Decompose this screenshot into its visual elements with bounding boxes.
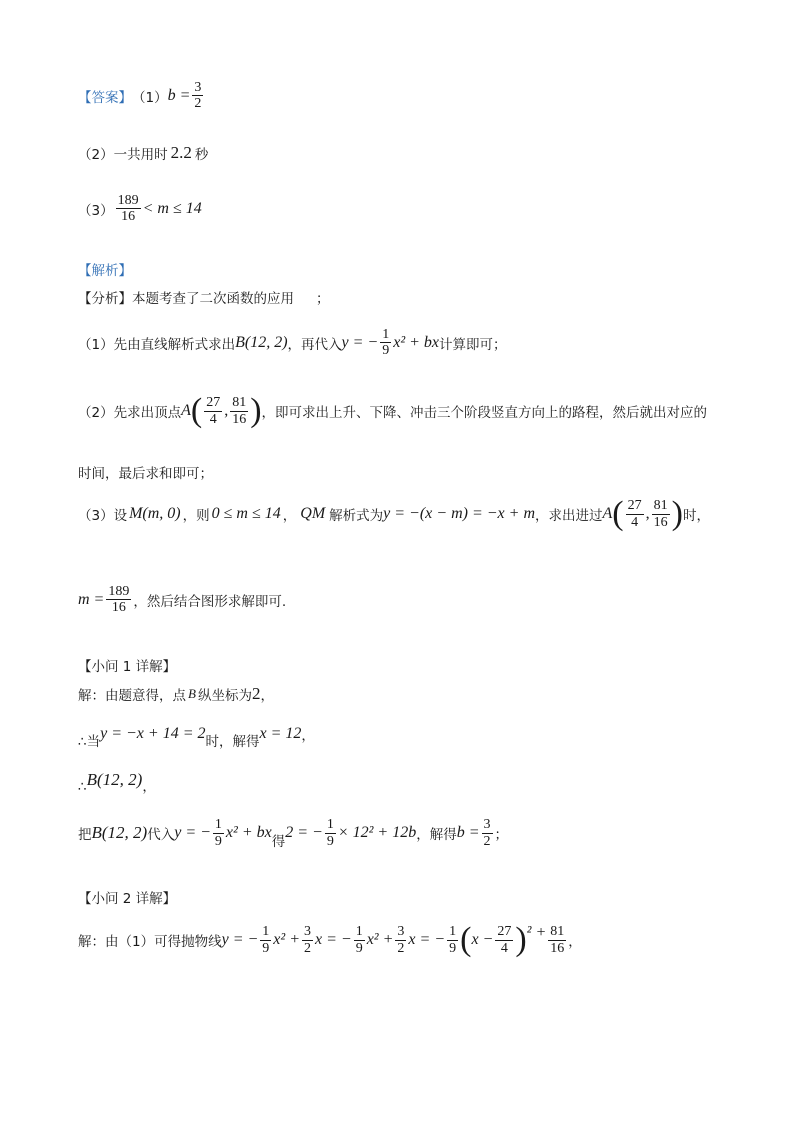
text: ，再代入 <box>287 336 342 353</box>
text: ∴ <box>78 779 87 795</box>
paren-left: ( <box>612 495 624 532</box>
comma: , <box>645 505 650 522</box>
formula: A <box>602 505 613 522</box>
text: （1）先由直线解析式求出 <box>78 336 236 353</box>
text: 时，解得 <box>205 734 260 750</box>
analysis-step1 <box>78 327 507 359</box>
formula: m = <box>78 590 105 608</box>
text: ， <box>282 508 297 524</box>
formula: ² + <box>526 924 547 941</box>
text: 时， <box>682 508 710 524</box>
text: 时间，最后求和即可； <box>78 466 213 482</box>
formula: y = −(x − m) = −x + m <box>383 505 536 522</box>
formula: y = − <box>341 333 379 351</box>
q1-heading <box>78 655 176 675</box>
answer-part1 <box>78 80 205 112</box>
analysis-summary <box>78 287 330 307</box>
part-label: （1） <box>132 89 168 106</box>
analysis-step3-cont <box>78 584 286 616</box>
q1-line2 <box>78 718 315 750</box>
fraction: $\frac{3}{2}$ <box>194 80 202 112</box>
text: ， <box>260 688 274 704</box>
fraction: $\frac{1}{9}$ <box>382 327 390 359</box>
text: （2）先求出顶点 <box>78 405 182 421</box>
fraction: $\frac{1}{9}$ <box>449 924 457 956</box>
formula: x² + <box>366 931 394 948</box>
text: ，则 <box>182 508 210 524</box>
text: ，然后结合图形求解即可. <box>133 593 287 610</box>
text: ， <box>301 728 315 744</box>
formula: A <box>181 402 191 419</box>
formula: x = − <box>315 931 352 948</box>
text: 把 <box>78 827 92 843</box>
comma: , <box>224 402 229 419</box>
paren-left: ( <box>460 921 472 958</box>
paren-left: ( <box>190 392 203 429</box>
summary-text: 【分析】本题考查了二次函数的应用 <box>78 291 294 307</box>
formula: x² + bx <box>393 333 440 351</box>
formula: M(m, 0) <box>129 505 181 522</box>
text: （3）设 <box>78 508 128 524</box>
fraction: $\frac{81}{16}$ <box>550 924 565 956</box>
part-label: （2）一共用时 <box>78 147 168 163</box>
paren-right: ) <box>515 921 527 958</box>
analysis-step2-cont <box>78 462 213 482</box>
fraction: $\frac{1}{9}$ <box>355 924 363 956</box>
analysis-step3 <box>78 497 710 531</box>
formula: B(12, 2) <box>86 770 143 789</box>
fraction: $\frac{189}{16}$ <box>108 584 130 616</box>
section-tag: 【小问 2 详解】 <box>78 891 177 907</box>
fraction: $\frac{3}{2}$ <box>397 924 405 956</box>
fraction: $\frac{27}{4}$ <box>206 395 221 427</box>
fraction: $\frac{1}{9}$ <box>214 817 222 849</box>
text: 纵坐标为 <box>197 688 252 704</box>
text: 解析式为 <box>329 508 384 524</box>
formula: y = − <box>174 824 211 841</box>
text: ，即可求出上升、下降、冲击三个阶段竖直方向上的路程，然后就出对应的 <box>261 405 708 421</box>
analysis-step2 <box>78 394 707 428</box>
text: ； <box>494 827 508 843</box>
formula: 2 = − <box>285 824 323 841</box>
section-tag: 【小问 1 详解】 <box>78 659 177 675</box>
formula: x² + <box>273 931 300 948</box>
formula: x − <box>471 931 494 948</box>
fraction: $\frac{27}{4}$ <box>627 498 642 530</box>
paren-right: ) <box>250 392 262 429</box>
formula: B <box>188 686 196 701</box>
fraction: $\frac{189}{16}$ <box>117 193 139 225</box>
fraction: $\frac{3}{2}$ <box>304 924 311 956</box>
value: 2.2 <box>170 143 192 162</box>
analysis-tag: 【解析】 <box>78 263 132 279</box>
text: ，解得 <box>416 827 457 843</box>
text: 得 <box>271 834 286 850</box>
text: ， <box>568 934 582 950</box>
fraction: $\frac{1}{9}$ <box>262 924 270 956</box>
formula: 0 ≤ m ≤ 14 <box>211 505 281 522</box>
formula: B(12, 2) <box>91 823 148 842</box>
fraction: $\frac{81}{16}$ <box>653 498 668 530</box>
q2-heading <box>78 887 176 907</box>
fraction: $\frac{81}{16}$ <box>232 395 247 427</box>
answer-tag: 【答案】 <box>78 89 132 106</box>
text: ，求出进过 <box>535 508 603 524</box>
fraction: $\frac{1}{9}$ <box>326 817 334 849</box>
analysis-tag-line <box>78 259 132 279</box>
formula: < m ≤ 14 <box>142 199 202 217</box>
formula: QM <box>300 505 326 522</box>
value: 2 <box>251 684 261 703</box>
summary-tail: ； <box>316 291 330 307</box>
answer-part2 <box>78 143 208 163</box>
paren-right: ) <box>671 495 683 532</box>
answer-part3 <box>78 193 202 225</box>
formula: x = 12 <box>259 725 302 742</box>
q2-line1 <box>78 923 582 957</box>
formula: b = <box>167 86 191 104</box>
part-label: （3） <box>78 202 114 219</box>
fraction: $\frac{3}{2}$ <box>483 817 491 849</box>
q1-line1 <box>78 684 274 704</box>
text: 代入 <box>147 827 175 843</box>
formula: B(12, 2) <box>235 333 288 351</box>
q1-line3 <box>78 765 156 795</box>
unit: 秒 <box>194 147 209 163</box>
text: 解：由（1）可得抛物线 <box>78 934 222 950</box>
formula: y = −x + 14 = 2 <box>100 725 206 742</box>
text: 解：由题意得，点 <box>78 688 186 704</box>
formula: y = − <box>221 931 259 948</box>
formula: b = <box>456 824 480 841</box>
formula: × 12² + 12b <box>337 824 417 841</box>
fraction: $\frac{27}{4}$ <box>497 924 512 956</box>
text: ， <box>142 779 156 795</box>
q1-line4 <box>78 816 508 850</box>
formula: x² + bx <box>225 824 272 841</box>
text: 计算即可； <box>439 336 507 353</box>
text: ∴当 <box>78 734 101 750</box>
formula: x = − <box>408 931 446 948</box>
